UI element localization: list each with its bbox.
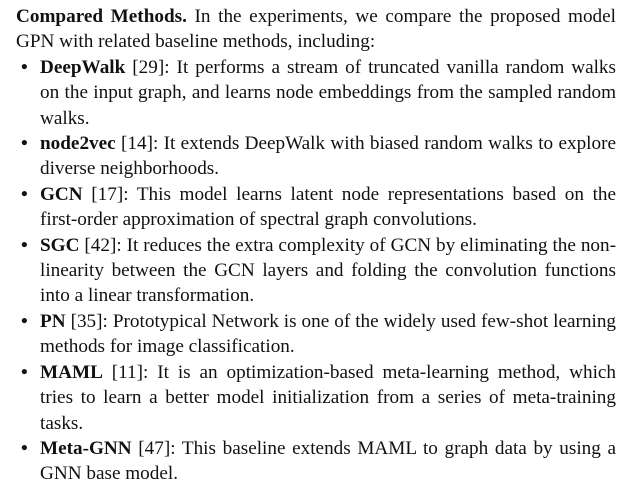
method-description: : It performs a stream of truncated vanilla random walks on the input graph, and learns node embeddings from the sampled random walks. [40, 56, 616, 129]
bullet-icon: • [21, 234, 28, 256]
citation: [42] [84, 234, 117, 256]
method-name: GCN [40, 183, 83, 205]
bullet-icon: • [21, 183, 28, 205]
citation: [29] [132, 56, 165, 78]
bullet-icon: • [21, 437, 28, 459]
method-item-deepwalk [16, 55, 616, 131]
method-name: DeepWalk [40, 56, 126, 78]
section-heading: Compared Methods. [16, 6, 187, 27]
method-name: Meta-GNN [40, 437, 132, 459]
bullet-icon: • [21, 310, 28, 332]
method-name: node2vec [40, 133, 116, 155]
bullet-icon: • [21, 56, 28, 78]
bullet-icon: • [21, 361, 28, 383]
citation: [47] [138, 437, 171, 459]
method-item-node2vec [16, 131, 616, 182]
method-item-gcn [16, 182, 616, 233]
method-description: : It is an optimization-based meta-learning method, which tries to learn a better model initialization from a series of meta-training tasks. [40, 361, 617, 434]
compared-methods-paragraph [16, 4, 616, 55]
method-item-pn [16, 309, 616, 360]
method-description: : Prototypical Network is one of the widely used few-shot learning methods for image classification. [40, 310, 617, 358]
method-item-maml [16, 360, 616, 436]
method-name: PN [40, 310, 66, 332]
method-name: MAML [40, 361, 103, 383]
method-name: SGC [40, 234, 80, 256]
method-description: : This baseline extends MAML to graph data by using a GNN base model. [40, 437, 616, 485]
bullet-icon: • [21, 133, 28, 155]
paper-page [16, 4, 616, 487]
citation: [11] [111, 361, 144, 383]
citation: [17] [91, 183, 124, 205]
citation: [35] [70, 310, 103, 332]
method-item-meta-gnn [16, 436, 616, 487]
citation: [14] [121, 133, 153, 155]
method-description: : It extends DeepWalk with biased random walks to explore diverse neighborhoods. [40, 133, 616, 180]
method-item-sgc [16, 233, 616, 309]
section-intro: In the experiments, we compare the proposed model GPN with related baseline methods, including: [16, 6, 616, 53]
methods-list [16, 55, 616, 487]
method-description: : This model learns latent node representations based on the first-order approximation of spectral graph convolutions. [40, 183, 617, 231]
method-description: : It reduces the extra complexity of GCN by eliminating the non-linearity between the GCN layers and folding the convolution functions into a linear transformation. [40, 234, 617, 307]
